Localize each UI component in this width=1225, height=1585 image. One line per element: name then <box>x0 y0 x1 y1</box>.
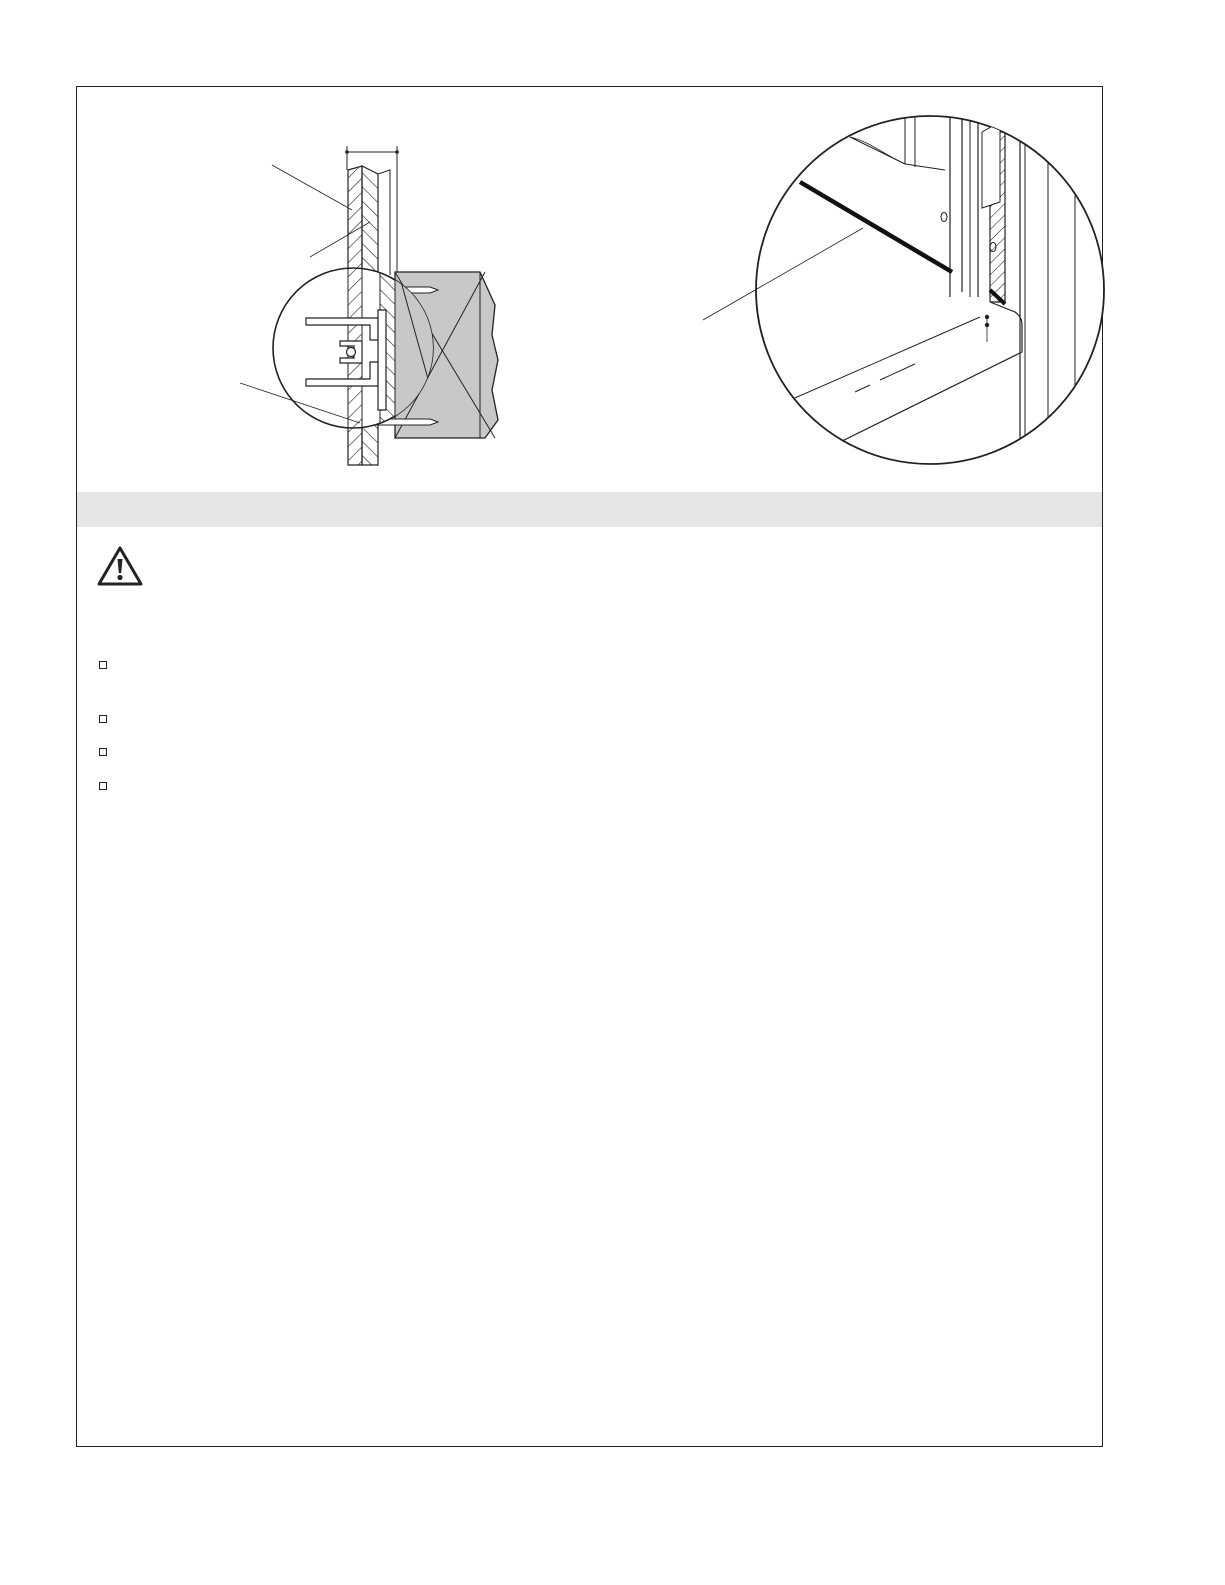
corner-detail-diagram <box>700 112 1110 472</box>
checkbox-icon <box>99 715 107 723</box>
checkbox-icon <box>99 748 107 756</box>
section-heading-band <box>77 492 1102 527</box>
checkbox-icon <box>99 782 107 790</box>
wall-section-diagram <box>230 140 520 480</box>
warning-triangle-icon <box>96 545 144 587</box>
checkbox-icon <box>99 661 107 669</box>
